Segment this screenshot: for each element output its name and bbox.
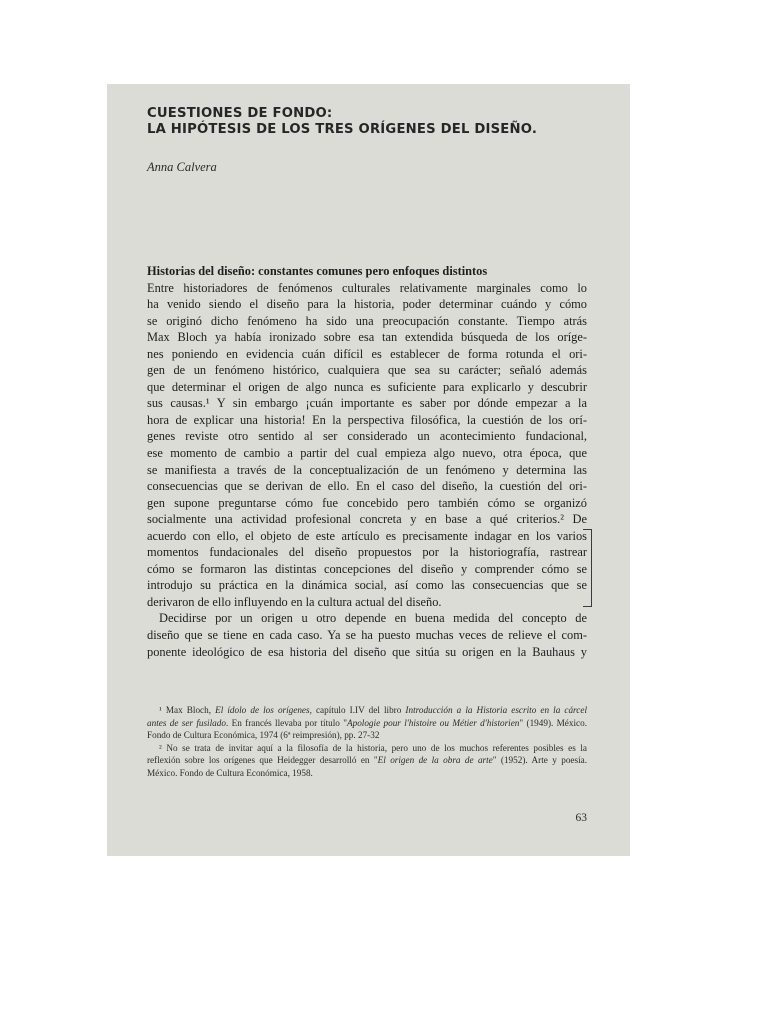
text-line: nes poniendo en evidencia cuán difícil es establecer de forma rotunda el ori- — [147, 346, 587, 361]
text-line: ponente ideológico de esa historia del diseño que sitúa su origen en la Bauhaus y — [147, 644, 587, 659]
text-line: socialmente una actividad profesional concreta y en base a qué criterios.² De — [147, 512, 587, 527]
paragraph-1 — [147, 280, 587, 611]
footnote-1-line-1: ¹ Max Bloch, El ídolo de los orígenes, capítulo I.IV del libro Introducción a la Historia escrito en la cárcel — [159, 705, 587, 716]
footnote-1-line-2: antes de ser fusilado. En francés llevaba por título "Apologie pour l'histoire ou Métier d'historien" (1949). México. — [147, 717, 588, 728]
text-line: derivaron de ello influyendo en la cultura actual del diseño. — [147, 594, 442, 609]
title-line-1: CUESTIONES DE FONDO: — [147, 106, 333, 121]
text-line: momentos fundacionales del diseño propuestos por la historiografía, rastrear — [147, 545, 587, 560]
text-line: sus causas.¹ Y sin embargo ¡cuán importante es saber por dónde empezar a la — [147, 396, 587, 411]
text-line: Entre historiadores de fenómenos culturales relativamente marginales como lo — [147, 280, 587, 295]
text-line: ese momento de cambio a partir del cual empieza algo nuevo, otra época, que — [147, 445, 587, 460]
text-line: ha venido siendo el diseño para la historia, poder determinar cuándo y cómo — [147, 297, 587, 312]
footnote-2-line-1: ² No se trata de invitar aquí a la filosofía de la historia, pero uno de los muchos referentes posibles es la — [159, 742, 587, 753]
footnotes — [147, 704, 587, 780]
text-line: se originó dicho fenómeno ha sido una preocupación constante. Tiempo atrás — [147, 313, 587, 328]
footnote-2-line-2: reflexión sobre los orígenes que Heidegger desarrolló en "El origen de la obra de arte" (1952). Arte y poesía. — [147, 755, 587, 766]
text-line: que determinar el origen de algo nunca es suficiente para explicarlo y descubrir — [147, 379, 587, 394]
page-number: 63 — [575, 812, 587, 824]
photographed-book-page — [107, 84, 630, 856]
footnote-1 — [147, 704, 587, 742]
footnote-2 — [147, 742, 587, 780]
text-line: gen supone preguntarse cómo fue concebido pero también cómo se organizó — [147, 495, 587, 510]
pen-margin-bracket — [583, 529, 592, 607]
text-line: gen de un fenómeno histórico, cualquiera que sea su carácter; señaló además — [147, 363, 587, 378]
paragraph-2 — [147, 610, 587, 660]
text-line: Decidirse por un origen u otro depende en buena medida del concepto de — [159, 611, 587, 626]
text-line: acuerdo con ello, el objeto de este artículo es precisamente indagar en los varios — [147, 528, 587, 543]
text-line: se manifiesta a través de la conceptualización de un fenómeno y determina las — [147, 462, 587, 477]
text-line: Max Bloch ya había ironizado sobre esa tan extendida búsqueda de los oríge- — [147, 330, 587, 345]
text-line: consecuencias que se derivan de ello. En el caso del diseño, la cuestión del ori- — [147, 479, 587, 494]
footnote-2-line-3: México. Fondo de Cultura Económica, 1958. — [147, 768, 313, 779]
text-line: introdujo su práctica en la dinámica social, así como las consecuencias que se — [147, 578, 587, 593]
footnote-1-line-3: Fondo de Cultura Económica, 1974 (6ª reimpresión), pp. 27-32 — [147, 730, 380, 741]
text-line: hora de explicar una historia! En la perspectiva filosófica, la cuestión de los orí- — [147, 412, 587, 427]
author-name: Anna Calvera — [147, 160, 217, 174]
section-heading: Historias del diseño: constantes comunes pero enfoques distintos — [147, 264, 488, 278]
article-title — [147, 106, 587, 138]
title-line-2: LA HIPÓTESIS DE LOS TRES ORÍGENES DEL DISEÑO. — [147, 122, 538, 137]
text-line: diseño que se tiene en cada caso. Ya se ha puesto muchas veces de relieve el com- — [147, 627, 587, 642]
page-content — [147, 106, 588, 824]
body-text — [147, 280, 587, 661]
text-line: cómo se formaron las distintas concepciones del diseño y comprender cómo se — [147, 561, 587, 576]
text-line: genes reviste otro sentido al ser considerado un acontecimiento fundacional, — [147, 429, 587, 444]
